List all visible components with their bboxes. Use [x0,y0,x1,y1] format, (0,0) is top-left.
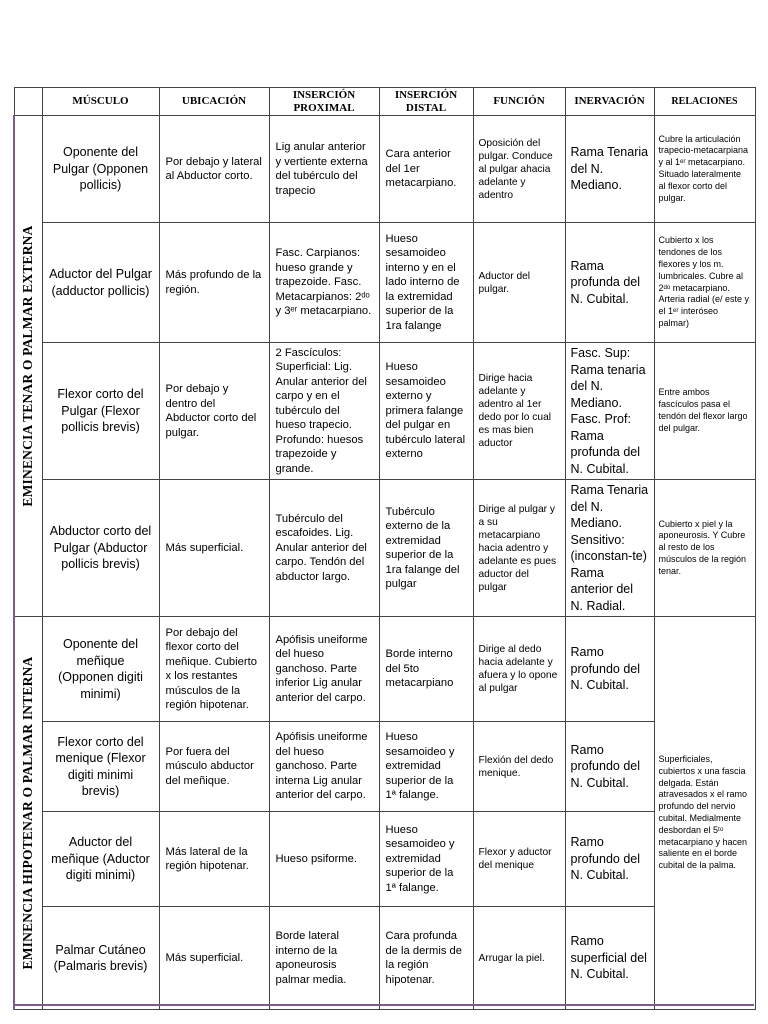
header-inervacion: INERVACIÓN [565,88,654,116]
cell-insercion-distal: Hueso sesamoideo y extremidad superior de la 1ª falange. [379,722,473,812]
cell-ubicacion: Por debajo y dentro del Abductor corto del pulgar. [159,343,269,480]
cell-insercion-proximal: Tubérculo del escafoides. Lig. Anular anterior del carpo. Tendón del abductor largo. [269,480,379,617]
cell-relaciones: Cubre la articulación trapecio-metacarpiana y al 1ᵉʳ metacarpiano. Situado lateralmente al flexor corto del pulgar. [654,116,755,223]
group-label-cell-tenar [14,116,42,617]
table-row [14,722,755,812]
cell-relaciones: Cubierto x piel y la aponeurosis. Y Cubre al resto de los músculos de la región tenar. [654,480,755,617]
cell-musculo: Palmar Cutáneo (Palmaris brevis) [42,907,159,1010]
cell-musculo: Aductor del meñique (Aductor digiti minimi) [42,812,159,907]
cell-inervacion: Ramo profundo del N. Cubital. [565,812,654,907]
cell-insercion-distal: Cara profunda de la dermis de la región hipotenar. [379,907,473,1010]
cell-funcion: Flexión del dedo menique. [473,722,565,812]
cell-insercion-distal: Tubérculo externo de la extremidad superior de la 1ra falange del pulgar [379,480,473,617]
cell-insercion-proximal: 2 Fascículos: Superficial: Lig. Anular anterior del carpo y en el tubérculo del hueso trapecio. Profundo: huesos trapezoide y grande. [269,343,379,480]
header-insercion-proximal: INSERCIÓN PROXIMAL [269,88,379,116]
cell-insercion-proximal: Lig anular anterior y vertiente externa del tubérculo del trapecio [269,116,379,223]
cell-insercion-proximal: Hueso psiforme. [269,812,379,907]
header-row [14,88,755,116]
cell-funcion: Oposición del pulgar. Conduce al pulgar ahacia adelante y adentro [473,116,565,223]
cell-funcion: Aductor del pulgar. [473,223,565,343]
cell-musculo: Flexor corto del menique (Flexor digiti minimi brevis) [42,722,159,812]
header-musculo: MÚSCULO [42,88,159,116]
cell-insercion-proximal: Apófisis uneiforme del hueso ganchoso. Parte inferior Lig anular anterior del carpo. [269,617,379,722]
table-row [14,812,755,907]
group-label-cell-hipotenar [14,617,42,1010]
cell-musculo: Oponente del meñique (Opponen digiti minimi) [42,617,159,722]
cell-ubicacion: Más superficial. [159,907,269,1010]
cell-ubicacion: Más superficial. [159,480,269,617]
cell-musculo: Aductor del Pulgar (adductor pollicis) [42,223,159,343]
cell-ubicacion: Más profundo de la región. [159,223,269,343]
table-row [14,480,755,617]
table-row [14,907,755,1010]
group-label-tenar: EMINENCIA TENAR O PALMAR EXTERNA [20,225,36,507]
cell-relaciones: Cubierto x los tendones de los flexores y los m. lumbricales. Cubre al 2ᵈᵒ metacarpiano. Arteria radial (e/ este y el 1ᵉʳ interóseo palmar) [654,223,755,343]
muscles-table [13,87,756,1010]
cell-ubicacion: Por debajo y lateral al Abductor corto. [159,116,269,223]
cell-insercion-proximal: Fasc. Carpianos: hueso grande y trapezoide. Fasc. Metacarpianos: 2ᵈᵒ y 3ᵉʳ metacarpiano. [269,223,379,343]
cell-insercion-proximal: Borde lateral interno de la aponeurosis palmar media. [269,907,379,1010]
cell-insercion-distal: Borde interno del 5to metacarpiano [379,617,473,722]
header-insercion-distal: INSERCIÓN DISTAL [379,88,473,116]
cell-funcion: Dirige al pulgar y a su metacarpiano hacia adentro y adelante es pues aductor del pulgar [473,480,565,617]
cell-musculo: Flexor corto del Pulgar (Flexor pollicis brevis) [42,343,159,480]
header-corner [14,88,42,116]
cell-inervacion: Ramo superficial del N. Cubital. [565,907,654,1010]
cell-ubicacion: Por fuera del músculo abductor del meñique. [159,722,269,812]
header-relaciones: RELACIONES [654,88,755,116]
group-label-hipotenar: EMINENCIA HIPOTENAR O PALMAR INTERNA [20,656,36,970]
cell-funcion: Dirige al dedo hacia adelante y afuera y lo opone al pulgar [473,617,565,722]
bottom-border-line [13,1004,754,1006]
table-row [14,343,755,480]
cell-relaciones: Entre ambos fascículos pasa el tendón del flexor largo del pulgar. [654,343,755,480]
cell-insercion-distal: Cara anterior del 1er metacarpiano. [379,116,473,223]
cell-insercion-proximal: Apófisis uneiforme del hueso ganchoso. Parte interna Lig anular anterior del carpo. [269,722,379,812]
cell-inervacion: Rama Tenaria del N. Mediano. Sensitivo: (inconstan-te) Rama anterior del N. Radial. [565,480,654,617]
cell-inervacion: Rama Tenaria del N. Mediano. [565,116,654,223]
cell-inervacion: Rama profunda del N. Cubital. [565,223,654,343]
cell-inervacion: Ramo profundo del N. Cubital. [565,617,654,722]
cell-relaciones-hipotenar: Superficiales, cubiertos x una fascia delgada. Están atravesados x el ramo profundo del nervio cubital. Medialmente desbordan el 5ᵗᵒ metacarpiano y hacen saliente en el borde cubital de la palma. [654,617,755,1010]
header-funcion: FUNCIÓN [473,88,565,116]
table-row [14,223,755,343]
cell-insercion-distal: Hueso sesamoideo externo y primera falange del pulgar en tubérculo lateral externo [379,343,473,480]
cell-musculo: Oponente del Pulgar (Opponen pollicis) [42,116,159,223]
cell-insercion-distal: Hueso sesamoideo y extremidad superior de la 1ª falange. [379,812,473,907]
cell-insercion-distal: Hueso sesamoideo interno y en el lado interno de la extremidad superior de la 1ra falange [379,223,473,343]
table-row [14,116,755,223]
cell-funcion: Arrugar la piel. [473,907,565,1010]
table-row [14,617,755,722]
cell-inervacion: Ramo profundo del N. Cubital. [565,722,654,812]
cell-ubicacion: Por debajo del flexor corto del meñique. Cubierto x los restantes músculos de la región hipotenar. [159,617,269,722]
cell-funcion: Dirige hacia adelante y adentro al 1er dedo por lo cual es mas bien aductor [473,343,565,480]
cell-ubicacion: Más lateral de la región hipotenar. [159,812,269,907]
cell-musculo: Abductor corto del Pulgar (Abductor pollicis brevis) [42,480,159,617]
cell-inervacion: Fasc. Sup: Rama tenaria del N. Mediano. Fasc. Prof: Rama profunda del N. Cubital. [565,343,654,480]
header-ubicacion: UBICACIÓN [159,88,269,116]
cell-funcion: Flexor y aductor del menique [473,812,565,907]
